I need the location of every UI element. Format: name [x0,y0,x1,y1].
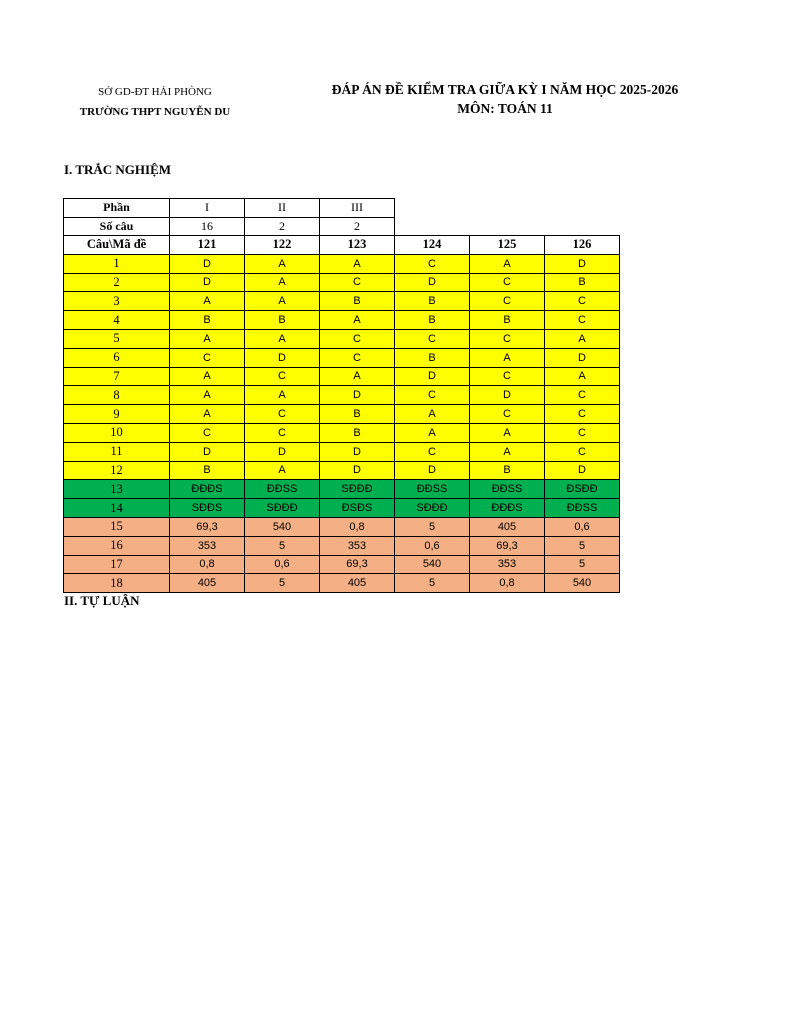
answer-cell: 405 [470,517,545,536]
answer-cell: 0,6 [395,536,470,555]
question-number: 3 [64,292,170,311]
answer-cell: 540 [395,555,470,574]
answer-cell: 540 [245,517,320,536]
answer-cell: B [170,461,245,480]
table-row [64,517,620,536]
answer-cell: SĐĐĐ [395,499,470,518]
answer-cell: 69,3 [170,517,245,536]
answer-cell: A [170,292,245,311]
answer-cell: A [470,348,545,367]
section-essay: II. TỰ LUẬN [64,593,140,608]
answer-cell: 0,8 [320,517,395,536]
table-row [64,536,620,555]
answer-cell: A [245,273,320,292]
answer-cell: A [320,254,395,273]
answer-cell: C [395,442,470,461]
answer-cell: B [320,423,395,442]
table-row [64,480,620,499]
answer-cell: A [470,254,545,273]
answer-cell: A [395,405,470,424]
answer-cell: B [320,405,395,424]
answer-cell: C [245,367,320,386]
question-number: 6 [64,348,170,367]
answer-cell: D [170,254,245,273]
question-number: 13 [64,480,170,499]
parts-row [64,199,395,218]
table-row [64,292,620,311]
answer-cell: 5 [245,536,320,555]
department-name: SỞ GD-ĐT HẢI PHÒNG [98,86,212,98]
answer-cell: D [545,461,620,480]
school-header [60,82,250,122]
corner-header: Câu\Mã đề [64,236,170,255]
table-row [64,423,620,442]
answer-cell: C [245,405,320,424]
answer-cell: B [395,311,470,330]
answer-cell: 5 [245,574,320,593]
answer-cell: 540 [545,574,620,593]
answer-cell: D [245,348,320,367]
answer-cell: D [545,254,620,273]
table-row [64,254,620,273]
answer-cell: ĐĐĐS [470,499,545,518]
answer-cell: 0,8 [470,574,545,593]
answer-cell: 353 [320,536,395,555]
answer-cell: D [170,273,245,292]
answer-cell: C [545,405,620,424]
answer-cell: B [470,461,545,480]
table-row [64,442,620,461]
question-number: 4 [64,311,170,330]
count-label: Số câu [64,217,170,236]
answer-cell: C [170,348,245,367]
answer-cell: D [395,461,470,480]
answer-cell: C [395,329,470,348]
answer-cell: A [545,329,620,348]
table-row [64,273,620,292]
answer-cell: C [320,273,395,292]
table-row [64,405,620,424]
answer-cell: C [395,254,470,273]
answer-cell: A [170,329,245,348]
question-number: 7 [64,367,170,386]
answer-cell: C [470,273,545,292]
section-multiple-choice: I. TRẮC NGHIỆM [64,162,172,177]
answer-cell: A [245,254,320,273]
answer-cell: 0,6 [545,517,620,536]
answer-cell: ĐSĐĐ [545,480,620,499]
count-cell: 2 [245,217,320,236]
counts-row [64,217,395,236]
exam-code-header: 123 [320,236,395,255]
table-row [64,329,620,348]
exam-code-header: 125 [470,236,545,255]
answer-cell: 0,8 [170,555,245,574]
question-number: 11 [64,442,170,461]
table-row [64,311,620,330]
answer-cell: A [245,292,320,311]
answer-cell: C [320,329,395,348]
answer-cell: 69,3 [320,555,395,574]
answer-cell: B [545,273,620,292]
answer-cell: C [470,405,545,424]
answer-cell: 5 [395,574,470,593]
exam-code-header: 122 [245,236,320,255]
answer-cell: B [245,311,320,330]
part-cell: III [320,199,395,218]
answer-cell: B [320,292,395,311]
answer-cell: C [545,311,620,330]
answer-cell: B [470,311,545,330]
table-row [64,461,620,480]
answer-cell: C [470,292,545,311]
answer-cell: B [395,348,470,367]
answer-cell: C [545,386,620,405]
answer-cell: D [245,442,320,461]
answer-cell: A [170,386,245,405]
answer-cell: D [470,386,545,405]
part-cell: I [170,199,245,218]
answer-cell: 405 [170,574,245,593]
question-number: 12 [64,461,170,480]
question-number: 10 [64,423,170,442]
answer-cell: 405 [320,574,395,593]
question-number: 17 [64,555,170,574]
answer-cell: B [170,311,245,330]
answer-cell: 353 [170,536,245,555]
answer-cell: D [395,273,470,292]
answer-cell: D [545,348,620,367]
answer-cell: ĐĐSS [395,480,470,499]
school-name: TRƯỜNG THPT NGUYỄN DU [79,106,231,118]
answer-cell: ĐĐSS [545,499,620,518]
answer-cell: ĐĐSS [245,480,320,499]
table-row [64,555,620,574]
question-number: 9 [64,405,170,424]
answer-cell: 5 [545,536,620,555]
answer-cell: D [395,367,470,386]
count-cell: 16 [170,217,245,236]
part-label: Phần [64,199,170,218]
exam-code-header: 121 [170,236,245,255]
answer-cell: A [170,405,245,424]
answer-cell: A [170,367,245,386]
question-number: 15 [64,517,170,536]
table-row [64,499,620,518]
answer-cell: A [470,423,545,442]
answer-cell: D [320,386,395,405]
answer-cell: ĐSĐS [320,499,395,518]
answer-cell: SĐĐĐ [320,480,395,499]
answer-cell: 5 [395,517,470,536]
exam-code-header: 126 [545,236,620,255]
answer-cell: C [545,442,620,461]
answer-cell: C [320,348,395,367]
table-row [64,574,620,593]
question-number: 14 [64,499,170,518]
answer-cell: C [395,386,470,405]
answer-cell: ĐĐĐS [170,480,245,499]
answer-cell: A [320,367,395,386]
question-number: 1 [64,254,170,273]
exam-code-header: 124 [395,236,470,255]
answer-cell: C [170,423,245,442]
answer-cell: A [245,386,320,405]
answer-cell: C [245,423,320,442]
document-header [300,80,710,118]
table-row [64,386,620,405]
answer-table-header-row [64,236,620,255]
question-number: 2 [64,273,170,292]
table-row [64,348,620,367]
answer-cell: D [320,461,395,480]
table-row [64,367,620,386]
part-cell: II [245,199,320,218]
answer-cell: 0,6 [245,555,320,574]
parts-table [63,198,395,236]
answer-cell: ĐĐSS [470,480,545,499]
count-cell: 2 [320,217,395,236]
answer-cell: SĐĐS [170,499,245,518]
answer-cell: SĐĐĐ [245,499,320,518]
answer-cell: C [545,423,620,442]
answer-cell: B [395,292,470,311]
question-number: 5 [64,329,170,348]
answer-cell: D [320,442,395,461]
answer-cell: 69,3 [470,536,545,555]
answer-cell: C [545,292,620,311]
answer-cell: 5 [545,555,620,574]
question-number: 16 [64,536,170,555]
document-title: ĐÁP ÁN ĐỀ KIỂM TRA GIỮA KỲ I NĂM HỌC 2025-2026 [331,82,679,97]
answer-cell: C [470,367,545,386]
answer-cell: C [470,329,545,348]
question-number: 8 [64,386,170,405]
answer-cell: 353 [470,555,545,574]
answer-cell: A [245,329,320,348]
answer-key-table [63,235,620,593]
answer-cell: D [170,442,245,461]
answer-cell: A [320,311,395,330]
answer-cell: A [545,367,620,386]
answer-cell: A [395,423,470,442]
answer-cell: A [245,461,320,480]
answer-cell: A [470,442,545,461]
subject-title: MÔN: TOÁN 11 [457,101,553,116]
question-number: 18 [64,574,170,593]
